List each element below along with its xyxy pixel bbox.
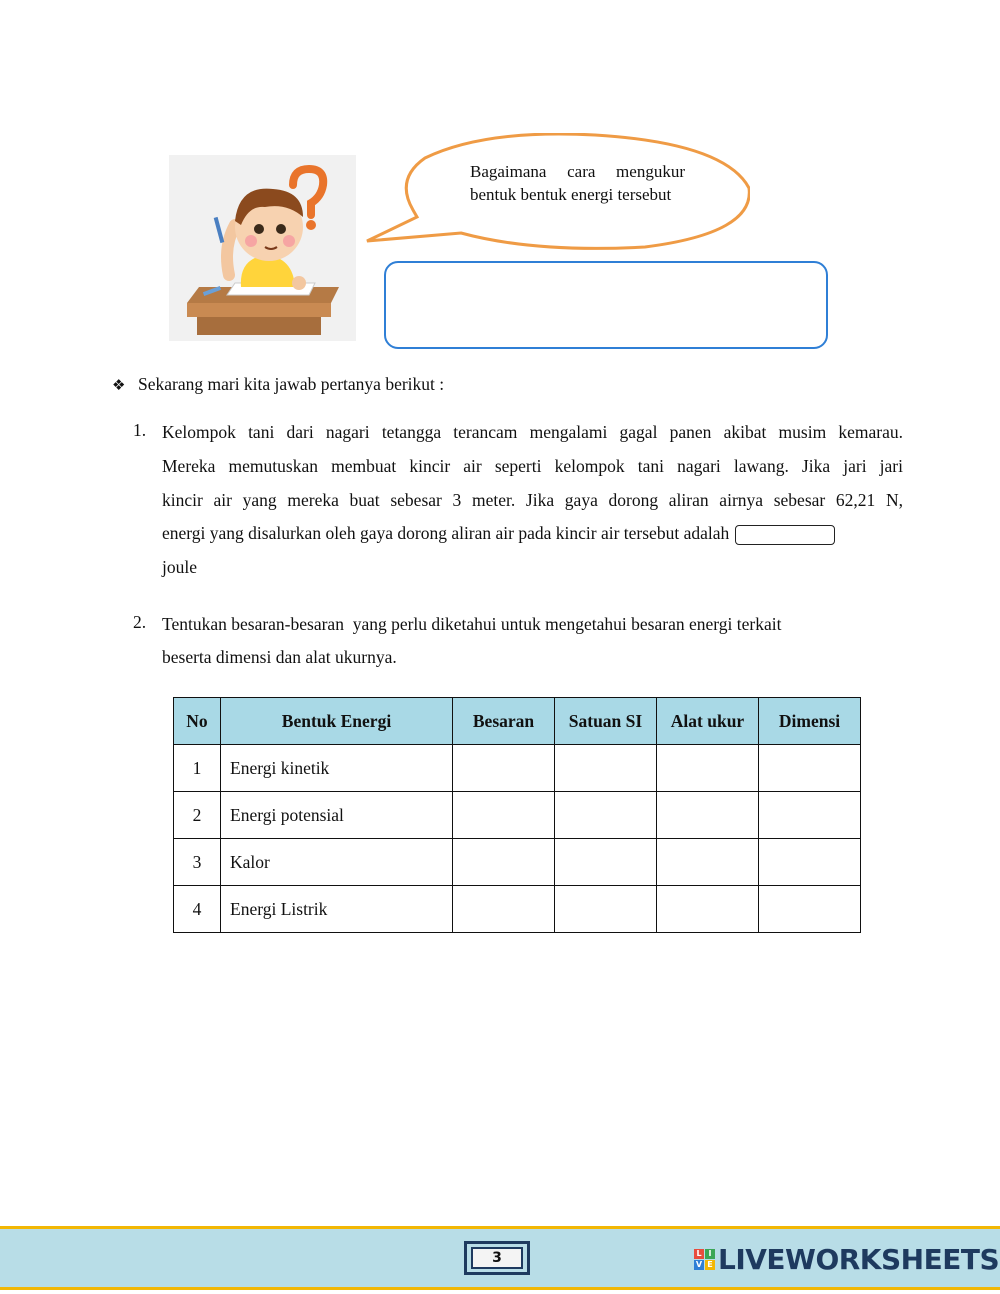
dimensi-cell[interactable] (759, 839, 861, 886)
row-number: 2 (174, 792, 221, 839)
alat-ukur-cell[interactable] (657, 839, 759, 886)
row-number: 4 (174, 886, 221, 933)
satuan-si-cell[interactable] (555, 792, 657, 839)
table-row (174, 745, 861, 792)
besaran-cell[interactable] (453, 886, 555, 933)
table-header-row (174, 698, 861, 745)
header-besaran: Besaran (453, 698, 555, 745)
thinking-student-icon (169, 155, 356, 341)
energy-form: Kalor (221, 839, 453, 886)
footer-bar (0, 1226, 1000, 1290)
energy-answer-input[interactable] (735, 525, 835, 545)
satuan-si-cell[interactable] (555, 886, 657, 933)
logo-block: I (705, 1249, 715, 1259)
page-number-box (464, 1241, 530, 1275)
energy-table (173, 697, 861, 933)
answer-textbox[interactable] (384, 261, 828, 349)
logo-block: V (695, 1260, 703, 1269)
dimensi-cell[interactable] (759, 745, 861, 792)
besaran-cell[interactable] (453, 839, 555, 886)
energy-form: Energi kinetik (221, 745, 453, 792)
besaran-cell[interactable] (453, 745, 555, 792)
alat-ukur-cell[interactable] (657, 886, 759, 933)
energy-form: Energi Listrik (221, 886, 453, 933)
dimensi-cell[interactable] (759, 792, 861, 839)
unit-label: joule (162, 557, 197, 577)
header-dimensi: Dimensi (759, 698, 861, 745)
dimensi-cell[interactable] (759, 886, 861, 933)
question-number: 2. (133, 612, 147, 632)
logo-block: E (705, 1260, 715, 1270)
header-bentuk-energi: Bentuk Energi (221, 698, 453, 745)
besaran-cell[interactable] (453, 792, 555, 839)
table-row (174, 886, 861, 933)
energy-form: Energi potensial (221, 792, 453, 839)
table-row (174, 792, 861, 839)
question-line: Kelompok tani dari nagari tetangga terancam mengalami gagal panen akibat musim kemarau. (162, 422, 903, 442)
speech-bubble-text: Bagaimana cara mengukur bentuk bentuk energi tersebut (470, 162, 685, 204)
table-row (174, 839, 861, 886)
header-alat-ukur: Alat ukur (657, 698, 759, 745)
question-line: Tentukan besaran-besaran yang perlu diketahui untuk mengetahui besaran energi terkait (162, 614, 782, 634)
instruction (112, 374, 444, 395)
header-satuan-si: Satuan SI (555, 698, 657, 745)
question-line: Mereka memutuskan membuat kincir air seperti kelompok tani nagari lawang. Jika jari jari (162, 456, 903, 476)
logo-blocks-icon (694, 1249, 716, 1271)
row-number: 1 (174, 745, 221, 792)
satuan-si-cell[interactable] (555, 839, 657, 886)
instruction-text: Sekarang mari kita jawab pertanya berikut : (138, 374, 445, 394)
header-no: No (174, 698, 221, 745)
question-line: beserta dimensi dan alat ukurnya. (162, 647, 397, 667)
question-line: kincir air yang mereka buat sebesar 3 meter. Jika gaya dorong aliran airnya sebesar 62,21 N, (162, 490, 903, 510)
satuan-si-cell[interactable] (555, 745, 657, 792)
question-line: energi yang disalurkan oleh gaya dorong aliran air pada kincir air tersebut adalah (162, 523, 730, 543)
question-line-with-input (162, 521, 903, 555)
brand-name: LIVEWORKSHEETS (718, 1243, 1000, 1276)
question-number: 1. (133, 420, 147, 440)
thinking-student-illustration (169, 155, 356, 341)
row-number: 3 (174, 839, 221, 886)
alat-ukur-cell[interactable] (657, 792, 759, 839)
logo-block: L (694, 1249, 704, 1259)
page-number: 3 (471, 1247, 523, 1269)
alat-ukur-cell[interactable] (657, 745, 759, 792)
diamond-bullet-icon: ❖ (112, 376, 126, 394)
